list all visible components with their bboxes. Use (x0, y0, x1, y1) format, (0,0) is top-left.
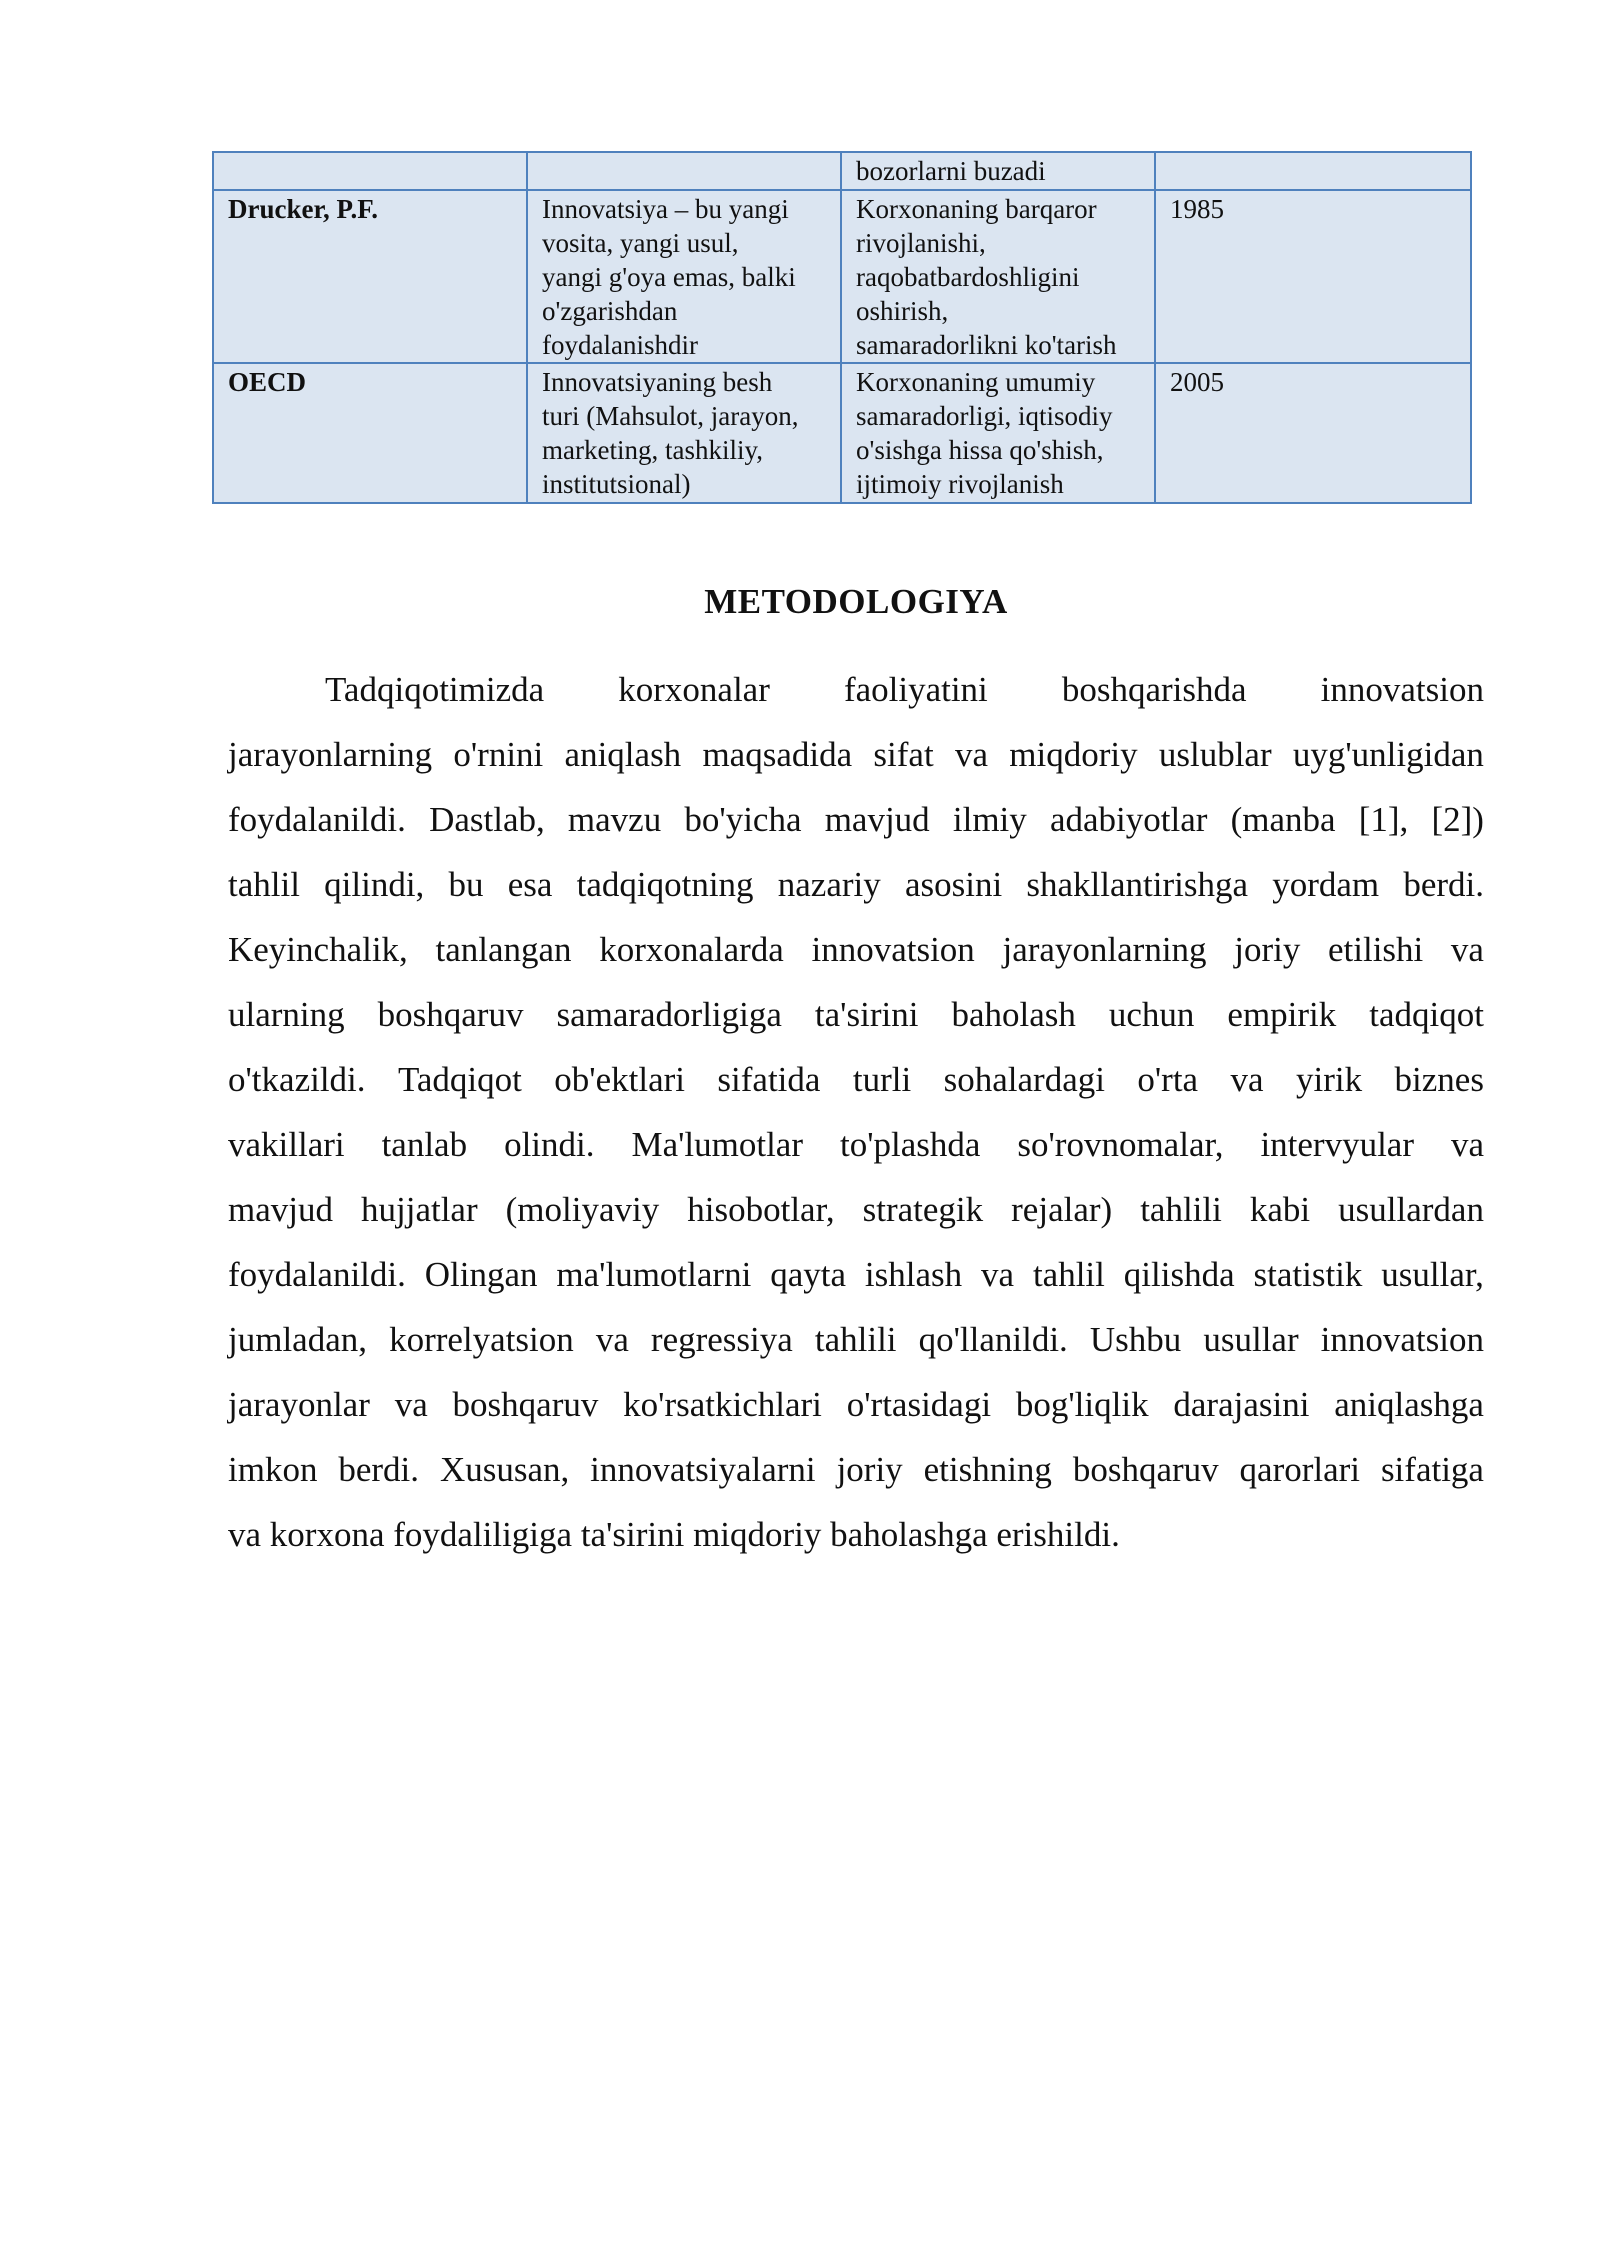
author-cell: Drucker, P.F. (213, 190, 527, 363)
paragraph-word: innovatsion (1320, 1320, 1484, 1359)
paragraph-word: qayta (770, 1255, 846, 1294)
paragraph-word: qilishda (1123, 1255, 1235, 1294)
year-cell: 1985 (1155, 190, 1471, 363)
definition-cell (527, 152, 841, 190)
paragraph-line (228, 1242, 1484, 1307)
paragraph-line (228, 852, 1484, 917)
paragraph-line (228, 1047, 1484, 1112)
paragraph-word: asosini (904, 865, 1003, 904)
paragraph-word: va (1450, 1125, 1484, 1164)
paragraph-word: biznes (1394, 1060, 1484, 1099)
cell-line: oshirish, (856, 296, 949, 326)
paragraph-word: jarayonlar (228, 1385, 370, 1424)
paragraph-word: mavjud (824, 800, 930, 839)
paragraph-word: yirik (1296, 1060, 1363, 1099)
impact-cell (841, 190, 1155, 363)
paragraph-line (228, 722, 1484, 787)
paragraph-word: usullar (1203, 1320, 1299, 1359)
paragraph-word: Ushbu (1089, 1320, 1182, 1359)
paragraph-word: shakllantirishga (1026, 865, 1248, 904)
paragraph-word: tanlangan (435, 930, 572, 969)
cell-line: Innovatsiyaning besh (542, 367, 773, 397)
paragraph-word: Ma'lumotlar (631, 1125, 804, 1164)
paragraph-word: intervyular (1260, 1125, 1414, 1164)
paragraph-word: jumladan, (228, 1320, 367, 1359)
paragraph-word: nazariy (777, 865, 881, 904)
paragraph-word: (moliyaviy (505, 1190, 660, 1229)
paragraph-word: mavjud (228, 1190, 333, 1229)
author-cell (213, 152, 527, 190)
paragraph-word: korxonalar (618, 670, 770, 709)
paragraph-word: bu (448, 865, 484, 904)
paragraph-line (228, 1112, 1484, 1177)
paragraph-word: va (954, 735, 988, 774)
paragraph-word: ko'rsatkichlari (623, 1385, 822, 1424)
paragraph-word: Dastlab, (429, 800, 545, 839)
paragraph-word: innovatsion (1320, 670, 1484, 709)
paragraph-word: hujjatlar (361, 1190, 478, 1229)
year-cell: 2005 (1155, 363, 1471, 503)
cell-line: yangi g'oya emas, balki (542, 262, 796, 292)
paragraph-word: strategik (862, 1190, 984, 1229)
paragraph-line (228, 657, 1484, 722)
cell-line: rivojlanishi, (856, 228, 986, 258)
paragraph-word: boshqarishda (1061, 670, 1247, 709)
paragraph-word: sohalardagi (943, 1060, 1105, 1099)
paragraph-word: Xususan, (439, 1450, 570, 1489)
paragraph-word: qo'llanildi. (918, 1320, 1068, 1359)
cell-line: o'zgarishdan (542, 296, 678, 326)
paragraph-word: (manba (1230, 800, 1336, 839)
paragraph-word: ob'ektlari (554, 1060, 685, 1099)
paragraph-word: bo'yicha (684, 800, 802, 839)
paragraph-word: [2]) (1431, 800, 1484, 839)
paragraph-word: innovatsiyalarni (590, 1450, 816, 1489)
paragraph-word: va (394, 1385, 428, 1424)
paragraph-word: bog'liqlik (1015, 1385, 1149, 1424)
paragraph-word: o'rnini (453, 735, 544, 774)
paragraph-word: adabiyotlar (1049, 800, 1208, 839)
paragraph-line (228, 982, 1484, 1047)
paragraph-word: joriy (1234, 930, 1301, 969)
paragraph-word: empirik (1227, 995, 1337, 1034)
paragraph-text: va korxona foydaliligiga ta'sirini miqdoriy baholashga erishildi. (228, 1515, 1120, 1554)
paragraph-word: ta'sirini (814, 995, 919, 1034)
paragraph-word: darajasini (1173, 1385, 1310, 1424)
table-row (213, 152, 1471, 190)
paragraph-word: tahlil (228, 865, 300, 904)
paragraph-word: ma'lumotlarni (556, 1255, 752, 1294)
table-row (213, 363, 1471, 503)
paragraph-word: olindi. (504, 1125, 595, 1164)
paragraph-word: o'rta (1137, 1060, 1199, 1099)
paragraph-word: tanlab (381, 1125, 468, 1164)
paragraph-word: Tadqiqot (397, 1060, 522, 1099)
paragraph-word: o'tkazildi. (228, 1060, 366, 1099)
paragraph-word: tahlili (814, 1320, 897, 1359)
cell-line: o'sishga hissa qo'shish, (856, 435, 1104, 465)
paragraph-word: so'rovnomalar, (1017, 1125, 1224, 1164)
paragraph-word: vakillari (228, 1125, 345, 1164)
paragraph-line (228, 1502, 1484, 1567)
paragraph-word: Keyinchalik, (228, 930, 408, 969)
paragraph-word: korrelyatsion (389, 1320, 574, 1359)
paragraph-word: regressiya (650, 1320, 793, 1359)
paragraph-line (228, 787, 1484, 852)
paragraph-line (228, 1437, 1484, 1502)
paragraph-word: boshqaruv (452, 1385, 599, 1424)
paragraph-word: Tadqiqotimizda (325, 670, 545, 709)
paragraph-word: korxonalarda (599, 930, 784, 969)
paragraph-word: etishning (923, 1450, 1052, 1489)
paragraph-word: boshqaruv (377, 995, 524, 1034)
cell-line: Korxonaning umumiy (856, 367, 1096, 397)
paragraph-word: ularning (228, 995, 345, 1034)
paragraph-word: qilindi, (324, 865, 425, 904)
paragraph-word: turli (852, 1060, 912, 1099)
paragraph-word: aniqlashga (1334, 1385, 1484, 1424)
paragraph-word: Olingan (424, 1255, 538, 1294)
paragraph-word: foydalanildi. (228, 800, 406, 839)
paragraph-word: yordam (1272, 865, 1380, 904)
paragraph-word: esa (507, 865, 553, 904)
paragraph-word: mavzu (567, 800, 662, 839)
paragraph-word: kabi (1249, 1190, 1311, 1229)
paragraph-word: usullardan (1338, 1190, 1484, 1229)
paragraph-word: va (1450, 930, 1484, 969)
paragraph-word: ilmiy (952, 800, 1027, 839)
paragraph-word: sifatiga (1380, 1450, 1484, 1489)
paragraph-word: foydalanildi. (228, 1255, 406, 1294)
body-paragraph (228, 657, 1484, 1567)
paragraph-line (228, 917, 1484, 982)
paragraph-word: maqsadida (702, 735, 853, 774)
paragraph-word: o'rtasidagi (846, 1385, 992, 1424)
cell-line: ijtimoiy rivojlanish (856, 469, 1064, 499)
paragraph-word: tahlili (1140, 1190, 1222, 1229)
cell-line: Korxonaning barqaror (856, 194, 1097, 224)
paragraph-word: joriy (836, 1450, 903, 1489)
section-heading: METODOLOGIYA (704, 582, 1008, 621)
literature-table (212, 151, 1472, 504)
paragraph-word: aniqlash (564, 735, 682, 774)
paragraph-word: hisobotlar, (687, 1190, 835, 1229)
definition-cell (527, 190, 841, 363)
cell-line: raqobatbardoshligini (856, 262, 1080, 292)
paragraph-word: berdi. (338, 1450, 420, 1489)
paragraph-word: uchun (1108, 995, 1195, 1034)
year-cell (1155, 152, 1471, 190)
paragraph-word: va (1230, 1060, 1264, 1099)
author-cell: OECD (213, 363, 527, 503)
paragraph-word: uyg'unligidan (1292, 735, 1484, 774)
paragraph-word: boshqaruv (1072, 1450, 1219, 1489)
paragraph-word: jarayonlarning (1002, 930, 1207, 969)
cell-line: foydalanishdir (542, 330, 698, 360)
definition-cell (527, 363, 841, 503)
paragraph-word: faoliyatini (843, 670, 988, 709)
cell-line: vosita, yangi usul, (542, 228, 739, 258)
cell-line: marketing, tashkiliy, (542, 435, 763, 465)
paragraph-line (228, 1177, 1484, 1242)
paragraph-word: [1], (1358, 800, 1409, 839)
paragraph-word: baholash (951, 995, 1076, 1034)
paragraph-word: qarorlari (1239, 1450, 1361, 1489)
paragraph-word: uslublar (1158, 735, 1272, 774)
paragraph-word: tadqiqotning (576, 865, 754, 904)
table-row (213, 190, 1471, 363)
paragraph-word: innovatsion (811, 930, 975, 969)
cell-line: samaradorligi, iqtisodiy (856, 401, 1113, 431)
paragraph-word: sifat (873, 735, 934, 774)
paragraph-word: etilishi (1327, 930, 1424, 969)
paragraph-word: berdi. (1403, 865, 1484, 904)
paragraph-word: statistik (1253, 1255, 1363, 1294)
paragraph-word: imkon (228, 1450, 318, 1489)
paragraph-line (228, 1372, 1484, 1437)
paragraph-word: tadqiqot (1369, 995, 1484, 1034)
impact-cell (841, 152, 1155, 190)
paragraph-word: to'plashda (839, 1125, 981, 1164)
paragraph-word: jarayonlarning (228, 735, 433, 774)
paragraph-word: va (981, 1255, 1015, 1294)
paragraph-word: usullar, (1381, 1255, 1484, 1294)
paragraph-word: miqdoriy (1009, 735, 1138, 774)
cell-line: turi (Mahsulot, jarayon, (542, 401, 799, 431)
paragraph-word: ishlash (864, 1255, 963, 1294)
cell-line: institutsional) (542, 469, 691, 499)
impact-cell (841, 363, 1155, 503)
cell-line: Innovatsiya – bu yangi (542, 194, 789, 224)
paragraph-line (228, 1307, 1484, 1372)
paragraph-word: tahlil (1032, 1255, 1105, 1294)
paragraph-word: sifatida (717, 1060, 821, 1099)
cell-line: samaradorlikni ko'tarish (856, 330, 1117, 360)
paragraph-word: va (595, 1320, 629, 1359)
paragraph-word: samaradorligiga (556, 995, 782, 1034)
paragraph-word: rejalar) (1011, 1190, 1113, 1229)
cell-line: bozorlarni buzadi (856, 156, 1046, 186)
